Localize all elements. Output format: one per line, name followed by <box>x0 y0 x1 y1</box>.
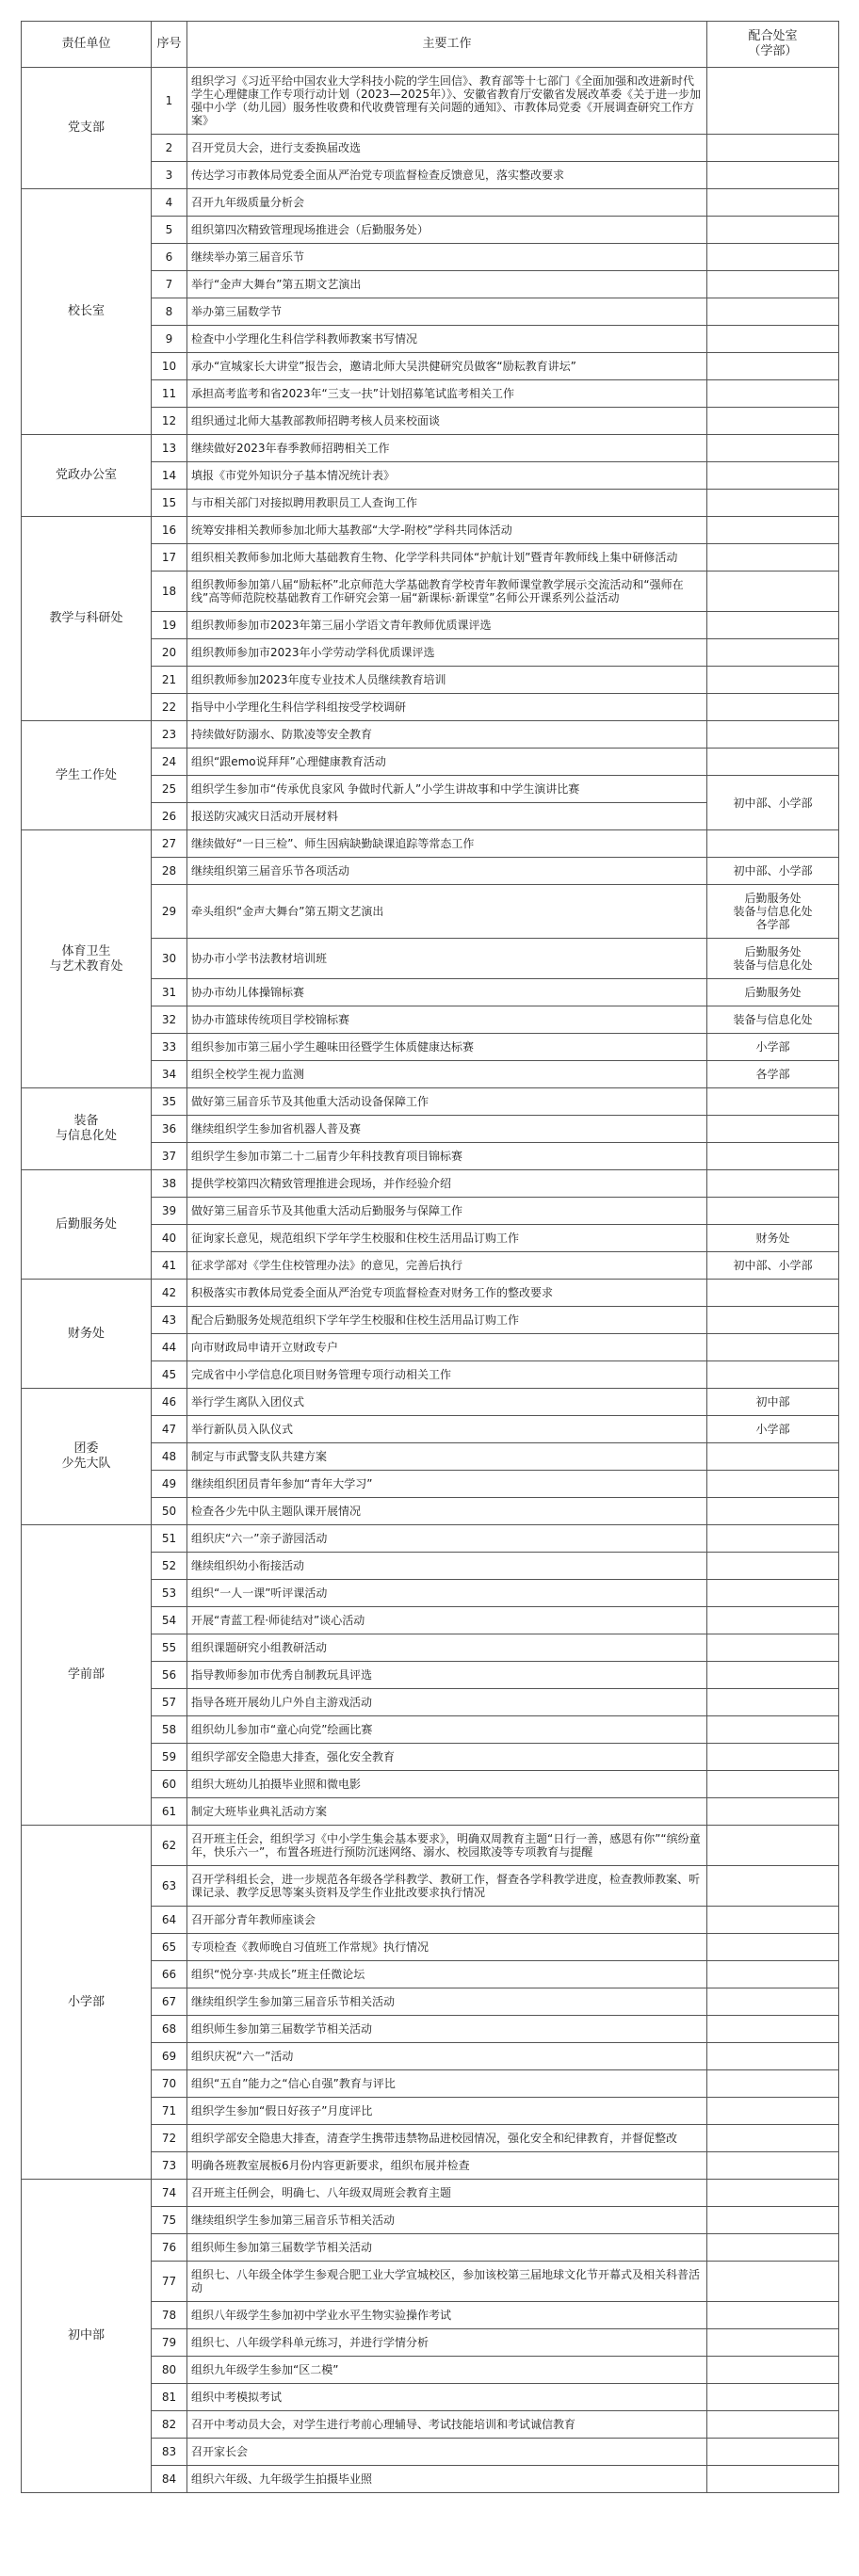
row-number-cell: 32 <box>152 1006 187 1034</box>
table-row <box>22 1170 839 1198</box>
cooperating-dept-cell: 初中部、小学部 <box>707 1252 839 1280</box>
row-number-cell: 59 <box>152 1744 187 1771</box>
row-number-cell: 22 <box>152 694 187 721</box>
row-number-cell: 15 <box>152 490 187 517</box>
cooperating-dept-cell <box>707 490 839 517</box>
main-work-cell: 组织课题研究小组教研活动 <box>187 1634 707 1662</box>
cooperating-dept-cell <box>707 517 839 544</box>
cooperating-dept-cell <box>707 667 839 694</box>
row-number-cell: 17 <box>152 544 187 572</box>
main-work-cell: 组织学生参加市“传承优良家风 争做时代新人”小学生讲故事和中学生演讲比赛 <box>187 776 707 803</box>
cooperating-dept-cell <box>707 1307 839 1334</box>
main-work-cell: 配合后勤服务处规范组织下学年学生校服和住校生活用品订购工作 <box>187 1307 707 1334</box>
row-number-cell: 7 <box>152 271 187 298</box>
main-work-cell: 组织教师参加第八届“励耘杯”北京师范大学基础教育学校青年教师课堂教学展示交流活动和“强师在线”高等师范院校基础教育工作研究会第一届“新课标·新课堂”名师公开课系列公益活动 <box>187 572 707 612</box>
cooperating-dept-cell <box>707 1170 839 1198</box>
table-row <box>22 435 839 462</box>
header-no: 序号 <box>152 22 187 68</box>
cooperating-dept-cell <box>707 326 839 353</box>
main-work-cell: 填报《市党外知识分子基本情况统计表》 <box>187 462 707 490</box>
cooperating-dept-cell <box>707 1116 839 1143</box>
header-unit: 责任单位 <box>22 22 152 68</box>
table-row <box>22 517 839 544</box>
responsible-unit-cell: 装备 与信息化处 <box>22 1088 152 1170</box>
row-number-cell: 52 <box>152 1553 187 1580</box>
main-work-cell: 组织庆祝“六一”活动 <box>187 2043 707 2070</box>
row-number-cell: 3 <box>152 162 187 189</box>
responsible-unit-cell: 学生工作处 <box>22 721 152 830</box>
responsible-unit-cell: 后勤服务处 <box>22 1170 152 1280</box>
row-number-cell: 37 <box>152 1143 187 1170</box>
main-work-cell: 组织学部安全隐患大排查，强化安全教育 <box>187 1744 707 1771</box>
table-row <box>22 68 839 135</box>
row-number-cell: 5 <box>152 217 187 244</box>
row-number-cell: 77 <box>152 2262 187 2302</box>
work-plan-table-container <box>21 21 838 2493</box>
row-number-cell: 70 <box>152 2070 187 2098</box>
row-number-cell: 65 <box>152 1934 187 1961</box>
cooperating-dept-cell <box>707 749 839 776</box>
row-number-cell: 73 <box>152 2152 187 2180</box>
row-number-cell: 68 <box>152 2016 187 2043</box>
cooperating-dept-cell: 初中部 <box>707 1389 839 1416</box>
row-number-cell: 62 <box>152 1826 187 1866</box>
row-number-cell: 10 <box>152 353 187 380</box>
main-work-cell: 组织学生参加“假日好孩子”月度评比 <box>187 2098 707 2125</box>
cooperating-dept-cell <box>707 380 839 408</box>
row-number-cell: 19 <box>152 612 187 639</box>
row-number-cell: 54 <box>152 1607 187 1634</box>
row-number-cell: 13 <box>152 435 187 462</box>
row-number-cell: 4 <box>152 189 187 217</box>
cooperating-dept-cell <box>707 271 839 298</box>
row-number-cell: 43 <box>152 1307 187 1334</box>
table-row <box>22 830 839 858</box>
row-number-cell: 81 <box>152 2384 187 2411</box>
row-number-cell: 49 <box>152 1471 187 1498</box>
row-number-cell: 78 <box>152 2302 187 2329</box>
main-work-cell: 组织大班幼儿拍摄毕业照和微电影 <box>187 1771 707 1798</box>
cooperating-dept-cell <box>707 1553 839 1580</box>
cooperating-dept-cell <box>707 408 839 435</box>
cooperating-dept-cell <box>707 1471 839 1498</box>
main-work-cell: 组织八年级学生参加初中学业水平生物实验操作考试 <box>187 2302 707 2329</box>
main-work-cell: 组织六年级、九年级学生拍摄毕业照 <box>187 2466 707 2493</box>
main-work-cell: 召开部分青年教师座谈会 <box>187 1907 707 1934</box>
row-number-cell: 66 <box>152 1961 187 1988</box>
row-number-cell: 56 <box>152 1662 187 1689</box>
main-work-cell: 组织教师参加2023年度专业技术人员继续教育培训 <box>187 667 707 694</box>
row-number-cell: 75 <box>152 2207 187 2234</box>
row-number-cell: 48 <box>152 1443 187 1471</box>
cooperating-dept-cell <box>707 1361 839 1389</box>
cooperating-dept-cell <box>707 135 839 162</box>
cooperating-dept-cell <box>707 694 839 721</box>
row-number-cell: 69 <box>152 2043 187 2070</box>
cooperating-dept-cell <box>707 1866 839 1907</box>
cooperating-dept-cell: 装备与信息化处 <box>707 1006 839 1034</box>
cooperating-dept-cell <box>707 1934 839 1961</box>
main-work-cell: 举行“金声大舞台”第五期文艺演出 <box>187 271 707 298</box>
responsible-unit-cell: 党政办公室 <box>22 435 152 517</box>
row-number-cell: 11 <box>152 380 187 408</box>
responsible-unit-cell: 财务处 <box>22 1280 152 1389</box>
row-number-cell: 29 <box>152 885 187 939</box>
main-work-cell: 继续做好“一日三检”、师生因病缺勤缺课追踪等常态工作 <box>187 830 707 858</box>
main-work-cell: 召开班主任例会，明确七、八年级双周班会教育主题 <box>187 2180 707 2207</box>
main-work-cell: 组织师生参加第三届数学节相关活动 <box>187 2234 707 2262</box>
row-number-cell: 55 <box>152 1634 187 1662</box>
row-number-cell: 61 <box>152 1798 187 1826</box>
responsible-unit-cell: 党支部 <box>22 68 152 189</box>
cooperating-dept-cell <box>707 1716 839 1744</box>
row-number-cell: 23 <box>152 721 187 749</box>
main-work-cell: 举行学生离队入团仪式 <box>187 1389 707 1416</box>
cooperating-dept-cell <box>707 68 839 135</box>
cooperating-dept-cell: 财务处 <box>707 1225 839 1252</box>
row-number-cell: 12 <box>152 408 187 435</box>
main-work-cell: 组织第四次精致管理现场推进会（后勤服务处） <box>187 217 707 244</box>
responsible-unit-cell: 初中部 <box>22 2180 152 2493</box>
cooperating-dept-cell <box>707 2098 839 2125</box>
row-number-cell: 30 <box>152 939 187 979</box>
row-number-cell: 28 <box>152 858 187 885</box>
cooperating-dept-cell <box>707 2411 839 2439</box>
row-number-cell: 83 <box>152 2439 187 2466</box>
row-number-cell: 42 <box>152 1280 187 1307</box>
row-number-cell: 21 <box>152 667 187 694</box>
main-work-cell: 继续组织第三届音乐节各项活动 <box>187 858 707 885</box>
row-number-cell: 44 <box>152 1334 187 1361</box>
row-number-cell: 80 <box>152 2357 187 2384</box>
main-work-cell: 做好第三届音乐节及其他重大活动设备保障工作 <box>187 1088 707 1116</box>
cooperating-dept-cell <box>707 721 839 749</box>
cooperating-dept-cell <box>707 1961 839 1988</box>
main-work-cell: 提供学校第四次精致管理推进会现场，并作经验介绍 <box>187 1170 707 1198</box>
cooperating-dept-cell <box>707 1580 839 1607</box>
row-number-cell: 35 <box>152 1088 187 1116</box>
main-work-cell: 征询家长意见，规范组织下学年学生校服和住校生活用品订购工作 <box>187 1225 707 1252</box>
main-work-cell: 组织九年级学生参加“区二模” <box>187 2357 707 2384</box>
row-number-cell: 26 <box>152 803 187 830</box>
cooperating-dept-cell <box>707 572 839 612</box>
main-work-cell: 指导中小学理化生科信学科组按受学校调研 <box>187 694 707 721</box>
table-row <box>22 721 839 749</box>
table-header-row <box>22 22 839 68</box>
row-number-cell: 9 <box>152 326 187 353</box>
main-work-cell: 指导各班开展幼儿户外自主游戏活动 <box>187 1689 707 1716</box>
row-number-cell: 25 <box>152 776 187 803</box>
cooperating-dept-cell <box>707 1907 839 1934</box>
main-work-cell: 组织七、八年级学科单元练习，并进行学情分析 <box>187 2329 707 2357</box>
main-work-cell: 承办“宣城家长大讲堂”报告会，邀请北师大吴洪健研究员做客“励耘教育讲坛” <box>187 353 707 380</box>
row-number-cell: 74 <box>152 2180 187 2207</box>
row-number-cell: 39 <box>152 1198 187 1225</box>
responsible-unit-cell: 校长室 <box>22 189 152 435</box>
row-number-cell: 71 <box>152 2098 187 2125</box>
cooperating-dept-cell <box>707 2180 839 2207</box>
cooperating-dept-cell <box>707 1443 839 1471</box>
main-work-cell: 继续组织学生参加省机器人普及赛 <box>187 1116 707 1143</box>
row-number-cell: 63 <box>152 1866 187 1907</box>
cooperating-dept-cell <box>707 1334 839 1361</box>
cooperating-dept-cell <box>707 1689 839 1716</box>
cooperating-dept-cell <box>707 2262 839 2302</box>
cooperating-dept-cell: 小学部 <box>707 1034 839 1061</box>
main-work-cell: 组织“跟emo说拜拜”心理健康教育活动 <box>187 749 707 776</box>
cooperating-dept-cell: 后勤服务处 装备与信息化处 <box>707 939 839 979</box>
table-row <box>22 1525 839 1553</box>
cooperating-dept-cell <box>707 1088 839 1116</box>
cooperating-dept-cell <box>707 2152 839 2180</box>
main-work-cell: 继续组织幼小衔接活动 <box>187 1553 707 1580</box>
main-work-cell: 组织“悦分享·共成长”班主任微论坛 <box>187 1961 707 1988</box>
row-number-cell: 45 <box>152 1361 187 1389</box>
main-work-cell: 指导教师参加市优秀自制教玩具评选 <box>187 1662 707 1689</box>
responsible-unit-cell: 体育卫生 与艺术教育处 <box>22 830 152 1088</box>
row-number-cell: 76 <box>152 2234 187 2262</box>
cooperating-dept-cell <box>707 1198 839 1225</box>
main-work-cell: 召开党员大会，进行支委换届改选 <box>187 135 707 162</box>
cooperating-dept-cell <box>707 435 839 462</box>
main-work-cell: 向市财政局申请开立财政专户 <box>187 1334 707 1361</box>
main-work-cell: 举办第三届数学节 <box>187 298 707 326</box>
cooperating-dept-cell <box>707 2125 839 2152</box>
row-number-cell: 38 <box>152 1170 187 1198</box>
cooperating-dept-cell <box>707 1744 839 1771</box>
cooperating-dept-cell <box>707 2384 839 2411</box>
cooperating-dept-cell <box>707 1662 839 1689</box>
row-number-cell: 67 <box>152 1988 187 2016</box>
row-number-cell: 40 <box>152 1225 187 1252</box>
cooperating-dept-cell <box>707 298 839 326</box>
main-work-cell: 协办市幼儿体操锦标赛 <box>187 979 707 1006</box>
main-work-cell: 组织七、八年级全体学生参观合肥工业大学宣城校区，参加该校第三届地球文化节开幕式及相关科普活动 <box>187 2262 707 2302</box>
row-number-cell: 58 <box>152 1716 187 1744</box>
main-work-cell: 与市相关部门对接拟聘用教职员工人查询工作 <box>187 490 707 517</box>
main-work-cell: 组织学生参加市第二十二届青少年科技教育项目锦标赛 <box>187 1143 707 1170</box>
cooperating-dept-cell <box>707 612 839 639</box>
row-number-cell: 36 <box>152 1116 187 1143</box>
cooperating-dept-cell <box>707 2329 839 2357</box>
cooperating-dept-cell <box>707 1634 839 1662</box>
row-number-cell: 20 <box>152 639 187 667</box>
table-row <box>22 1088 839 1116</box>
row-number-cell: 50 <box>152 1498 187 1525</box>
cooperating-dept-cell <box>707 1826 839 1866</box>
cooperating-dept-cell <box>707 1771 839 1798</box>
main-work-cell: 召开中考动员大会，对学生进行考前心理辅导、考试技能培训和考试诚信教育 <box>187 2411 707 2439</box>
row-number-cell: 2 <box>152 135 187 162</box>
row-number-cell: 27 <box>152 830 187 858</box>
cooperating-dept-cell: 后勤服务处 <box>707 979 839 1006</box>
header-coop: 配合处室 （学部） <box>707 22 839 68</box>
cooperating-dept-cell <box>707 217 839 244</box>
cooperating-dept-cell <box>707 462 839 490</box>
main-work-cell: 统筹安排相关教师参加北师大基教部“大学-附校”学科共同体活动 <box>187 517 707 544</box>
row-number-cell: 31 <box>152 979 187 1006</box>
main-work-cell: 组织学习《习近平给中国农业大学科技小院的学生回信》、教育部等十七部门《全面加强和改进新时代学生心理健康工作专项行动计划（2023—2025年）》、安徽省教育厅安徽省发展改革委《关于进一步加强中小学（幼儿园）服务性收费和代收费管理有关问题的通知》、市教体局党委《开展调查研究工作方案》 <box>187 68 707 135</box>
main-work-cell: 开展“青蓝工程·师徒结对”谈心活动 <box>187 1607 707 1634</box>
main-work-cell: 继续组织团员青年参加“青年大学习” <box>187 1471 707 1498</box>
main-work-cell: 召开九年级质量分析会 <box>187 189 707 217</box>
cooperating-dept-cell <box>707 830 839 858</box>
responsible-unit-cell: 教学与科研处 <box>22 517 152 721</box>
row-number-cell: 46 <box>152 1389 187 1416</box>
cooperating-dept-cell: 初中部、小学部 <box>707 776 839 830</box>
table-row <box>22 189 839 217</box>
main-work-cell: 完成省中小学信息化项目财务管理专项行动相关工作 <box>187 1361 707 1389</box>
cooperating-dept-cell <box>707 2357 839 2384</box>
header-work: 主要工作 <box>187 22 707 68</box>
main-work-cell: 召开家长会 <box>187 2439 707 2466</box>
row-number-cell: 18 <box>152 572 187 612</box>
main-work-cell: 举行新队员入队仪式 <box>187 1416 707 1443</box>
main-work-cell: 组织“一人一课”听评课活动 <box>187 1580 707 1607</box>
main-work-cell: 制定与市武警支队共建方案 <box>187 1443 707 1471</box>
cooperating-dept-cell <box>707 1280 839 1307</box>
row-number-cell: 82 <box>152 2411 187 2439</box>
row-number-cell: 84 <box>152 2466 187 2493</box>
table-body <box>22 68 839 2493</box>
cooperating-dept-cell: 初中部、小学部 <box>707 858 839 885</box>
cooperating-dept-cell <box>707 353 839 380</box>
row-number-cell: 34 <box>152 1061 187 1088</box>
cooperating-dept-cell <box>707 639 839 667</box>
row-number-cell: 60 <box>152 1771 187 1798</box>
row-number-cell: 24 <box>152 749 187 776</box>
row-number-cell: 53 <box>152 1580 187 1607</box>
main-work-cell: 召开班主任会，组织学习《中小学生集会基本要求》，明确双周教育主题“日行一善，感恩有你”“缤纷童年，快乐六一”，布置各班进行预防沉迷网络、溺水、校园欺凌等专项教育与提醒 <box>187 1826 707 1866</box>
main-work-cell: 继续组织学生参加第三届音乐节相关活动 <box>187 1988 707 2016</box>
main-work-cell: 积极落实市教体局党委全面从严治党专项监督检查对财务工作的整改要求 <box>187 1280 707 1307</box>
main-work-cell: 召开学科组长会，进一步规范各年级各学科教学、教研工作，督查各学科教学进度，检查教师教案、听课记录、教学反思等案头资料及学生作业批改要求执行情况 <box>187 1866 707 1907</box>
row-number-cell: 1 <box>152 68 187 135</box>
main-work-cell: 明确各班教室展板6月份内容更新要求，组织布展并检查 <box>187 2152 707 2180</box>
cooperating-dept-cell <box>707 2043 839 2070</box>
main-work-cell: 做好第三届音乐节及其他重大活动后勤服务与保障工作 <box>187 1198 707 1225</box>
main-work-cell: 继续做好2023年春季教师招聘相关工作 <box>187 435 707 462</box>
table-row <box>22 2180 839 2207</box>
row-number-cell: 14 <box>152 462 187 490</box>
responsible-unit-cell: 团委 少先大队 <box>22 1389 152 1525</box>
main-work-cell: 组织学部安全隐患大排查，清查学生携带违禁物品进校园情况，强化安全和纪律教育，并督促整改 <box>187 2125 707 2152</box>
row-number-cell: 47 <box>152 1416 187 1443</box>
main-work-cell: 组织庆“六一”亲子游园活动 <box>187 1525 707 1553</box>
responsible-unit-cell: 小学部 <box>22 1826 152 2180</box>
main-work-cell: 持续做好防溺水、防欺凌等安全教育 <box>187 721 707 749</box>
cooperating-dept-cell <box>707 1607 839 1634</box>
main-work-cell: 承担高考监考和省2023年“三支一扶”计划招募笔试监考相关工作 <box>187 380 707 408</box>
main-work-cell: 组织教师参加市2023年第三届小学语文青年教师优质课评选 <box>187 612 707 639</box>
cooperating-dept-cell <box>707 189 839 217</box>
main-work-cell: 组织参加市第三届小学生趣味田径暨学生体质健康达标赛 <box>187 1034 707 1061</box>
row-number-cell: 41 <box>152 1252 187 1280</box>
row-number-cell: 79 <box>152 2329 187 2357</box>
table-row <box>22 1389 839 1416</box>
cooperating-dept-cell: 各学部 <box>707 1061 839 1088</box>
main-work-cell: 专项检查《教师晚自习值班工作常规》执行情况 <box>187 1934 707 1961</box>
row-number-cell: 51 <box>152 1525 187 1553</box>
row-number-cell: 8 <box>152 298 187 326</box>
main-work-cell: 检查中小学理化生科信学科教师教案书写情况 <box>187 326 707 353</box>
work-plan-table <box>21 21 839 2493</box>
cooperating-dept-cell <box>707 2466 839 2493</box>
cooperating-dept-cell <box>707 2207 839 2234</box>
cooperating-dept-cell <box>707 2234 839 2262</box>
cooperating-dept-cell <box>707 2016 839 2043</box>
main-work-cell: 组织通过北师大基教部教师招聘考核人员来校面谈 <box>187 408 707 435</box>
row-number-cell: 57 <box>152 1689 187 1716</box>
main-work-cell: 继续举办第三届音乐节 <box>187 244 707 271</box>
main-work-cell: 报送防灾减灾日活动开展材料 <box>187 803 707 830</box>
cooperating-dept-cell <box>707 2070 839 2098</box>
main-work-cell: 组织全校学生视力监测 <box>187 1061 707 1088</box>
cooperating-dept-cell: 小学部 <box>707 1416 839 1443</box>
main-work-cell: 组织相关教师参加北师大基础教育生物、化学学科共同体“护航计划”暨青年教师线上集中研修活动 <box>187 544 707 572</box>
main-work-cell: 检查各少先中队主题队课开展情况 <box>187 1498 707 1525</box>
row-number-cell: 64 <box>152 1907 187 1934</box>
main-work-cell: 征求学部对《学生住校管理办法》的意见，完善后执行 <box>187 1252 707 1280</box>
responsible-unit-cell: 学前部 <box>22 1525 152 1826</box>
cooperating-dept-cell <box>707 2302 839 2329</box>
row-number-cell: 6 <box>152 244 187 271</box>
cooperating-dept-cell <box>707 1798 839 1826</box>
main-work-cell: 继续组织学生参加第三届音乐节相关活动 <box>187 2207 707 2234</box>
cooperating-dept-cell <box>707 162 839 189</box>
main-work-cell: 传达学习市教体局党委全面从严治党专项监督检查反馈意见，落实整改要求 <box>187 162 707 189</box>
cooperating-dept-cell <box>707 244 839 271</box>
main-work-cell: 组织中考模拟考试 <box>187 2384 707 2411</box>
row-number-cell: 16 <box>152 517 187 544</box>
row-number-cell: 33 <box>152 1034 187 1061</box>
main-work-cell: 制定大班毕业典礼活动方案 <box>187 1798 707 1826</box>
cooperating-dept-cell <box>707 1988 839 2016</box>
cooperating-dept-cell <box>707 1498 839 1525</box>
cooperating-dept-cell <box>707 544 839 572</box>
cooperating-dept-cell <box>707 1525 839 1553</box>
table-row <box>22 1280 839 1307</box>
main-work-cell: 组织师生参加第三届数学节相关活动 <box>187 2016 707 2043</box>
cooperating-dept-cell <box>707 2439 839 2466</box>
main-work-cell: 协办市篮球传统项目学校锦标赛 <box>187 1006 707 1034</box>
main-work-cell: 协办市小学书法教材培训班 <box>187 939 707 979</box>
row-number-cell: 72 <box>152 2125 187 2152</box>
main-work-cell: 组织教师参加市2023年小学劳动学科优质课评选 <box>187 639 707 667</box>
cooperating-dept-cell <box>707 1143 839 1170</box>
table-row <box>22 1826 839 1866</box>
main-work-cell: 组织幼儿参加市“童心向党”绘画比赛 <box>187 1716 707 1744</box>
main-work-cell: 组织“五自”能力之“信心自强”教育与评比 <box>187 2070 707 2098</box>
cooperating-dept-cell: 后勤服务处 装备与信息化处 各学部 <box>707 885 839 939</box>
main-work-cell: 牵头组织“金声大舞台”第五期文艺演出 <box>187 885 707 939</box>
